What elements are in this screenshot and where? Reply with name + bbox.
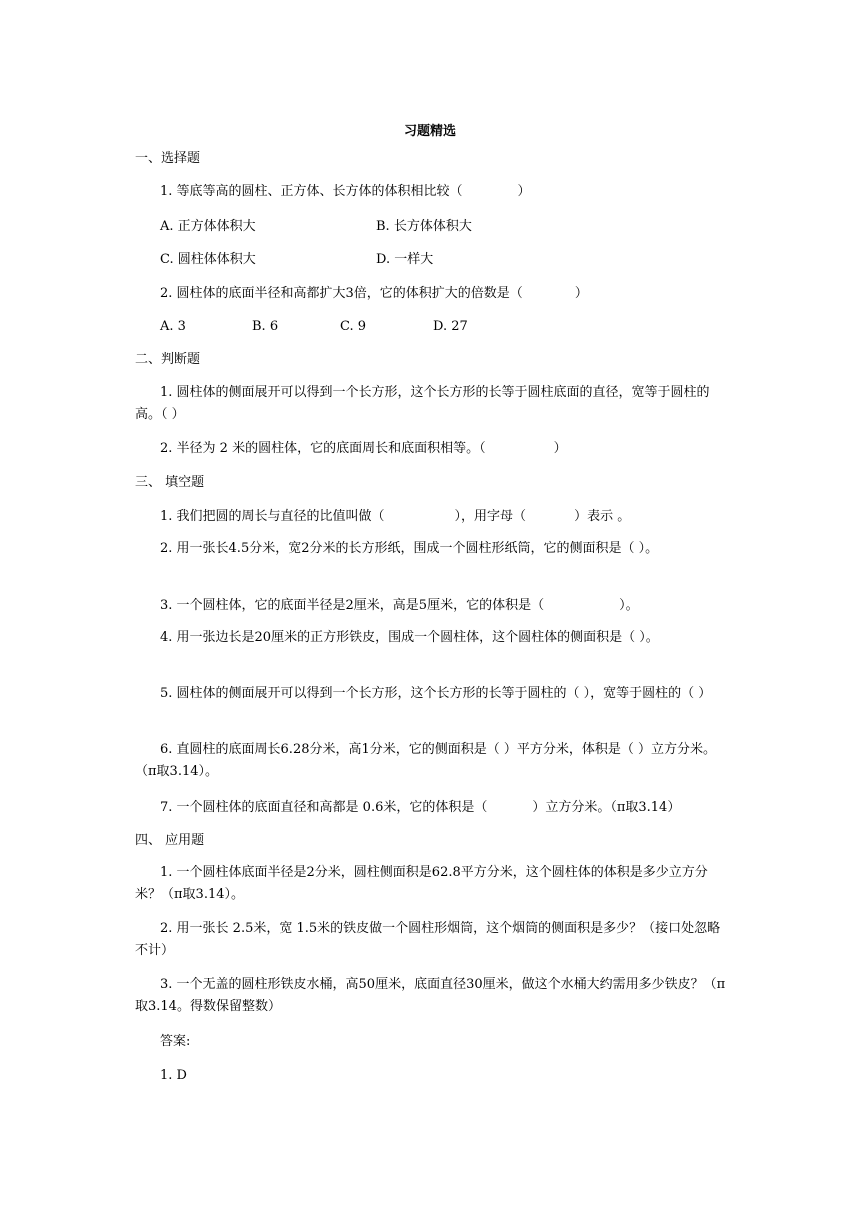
question-fill-7 [160,799,760,817]
question-text: 3. 一个圆柱体，它的底面半径是2厘米，高是5厘米，它的体积是（ [160,598,545,613]
question-application-3: 3. 一个无盖的圆柱形铁皮水桶，高50厘米，底面直径30厘米，做这个水桶大约需用多少铁皮？（π取3.14。得数保留整数） [135,977,726,1014]
section-heading-judge: 二、判断题 [135,352,201,367]
option-b: B. 6 [252,319,279,334]
option-d: D. 27 [433,319,468,334]
option-a: A. 3 [160,319,186,334]
question-text: 1. 等底等高的圆柱、正方体、长方体的体积相比较（ [160,184,463,199]
option-c: C. 圆柱体体积大 [160,252,256,267]
question-fill-6: 6. 直圆柱的底面周长6.28分米，高1分米，它的侧面积是（ ）平方分米，体积是（ ）立方分米。（π取3.14）。 [135,742,717,779]
question-fill-1 [160,508,760,526]
question-fill-2: 2. 用一张长4.5分米，宽2分米的长方形纸，围成一个圆柱形纸筒，它的侧面积是（ ）。 [160,541,659,556]
question-judge-2 [160,440,760,458]
question-text-end: ）立方分米。（π取3.14） [532,800,681,815]
question-choice-1 [160,183,760,201]
question-text-end: ）表示 。 [574,509,631,524]
option-a: A. 正方体体积大 [160,219,256,234]
question-text: 1. 我们把圆的周长与直径的比值叫做（ [160,509,385,524]
question-bracket-close: ） [517,184,531,199]
question-application-2: 2. 用一张长 2.5米，宽 1.5米的铁皮做一个圆柱形烟筒，这个烟筒的侧面积是多少？（接口处忽略不计） [135,921,721,958]
question-text-mid: ），用字母（ [454,509,527,524]
question-text: 7. 一个圆柱体的底面直径和高都是 0.6米，它的体积是（ [160,800,488,815]
question-fill-5: 5. 圆柱体的侧面展开可以得到一个长方形，这个长方形的长等于圆柱的（ ），宽等于圆柱的（ ） [160,686,712,701]
question-bracket-close: ）。 [619,598,639,613]
question-fill-4: 4. 用一张边长是20厘米的正方形铁皮，围成一个圆柱体，这个圆柱体的侧面积是（ ）。 [160,630,659,645]
section-heading-application: 四、 应用题 [135,833,205,848]
question-application-1: 1. 一个圆柱体底面半径是2分米，圆柱侧面积是62.8平方分米，这个圆柱体的体积是多少立方分米？（π取3.14）。 [135,865,708,902]
question-judge-1: 1. 圆柱体的侧面展开可以得到一个长方形，这个长方形的长等于圆柱底面的直径，宽等于圆柱的高。（ ） [135,385,710,422]
answer-item: 1. D [160,1068,187,1083]
question-bracket-close: ） [574,286,588,301]
option-c: C. 9 [340,319,367,334]
answer-heading: 答案: [160,1034,191,1049]
page-title: 习题精选 [403,124,456,139]
section-heading-choice: 一、选择题 [135,151,201,166]
question-text: 2. 半径为 2 米的圆柱体，它的底面周长和底面积相等。（ [160,441,486,456]
question-bracket-close: ） [553,441,567,456]
question-fill-3 [160,597,760,615]
option-b: B. 长方体体积大 [376,219,472,234]
question-choice-2 [160,285,760,303]
section-heading-fill: 三、 填空题 [135,475,205,490]
option-d: D. 一样大 [376,252,434,267]
question-text: 2. 圆柱体的底面半径和高都扩大3倍，它的体积扩大的倍数是（ [160,286,523,301]
